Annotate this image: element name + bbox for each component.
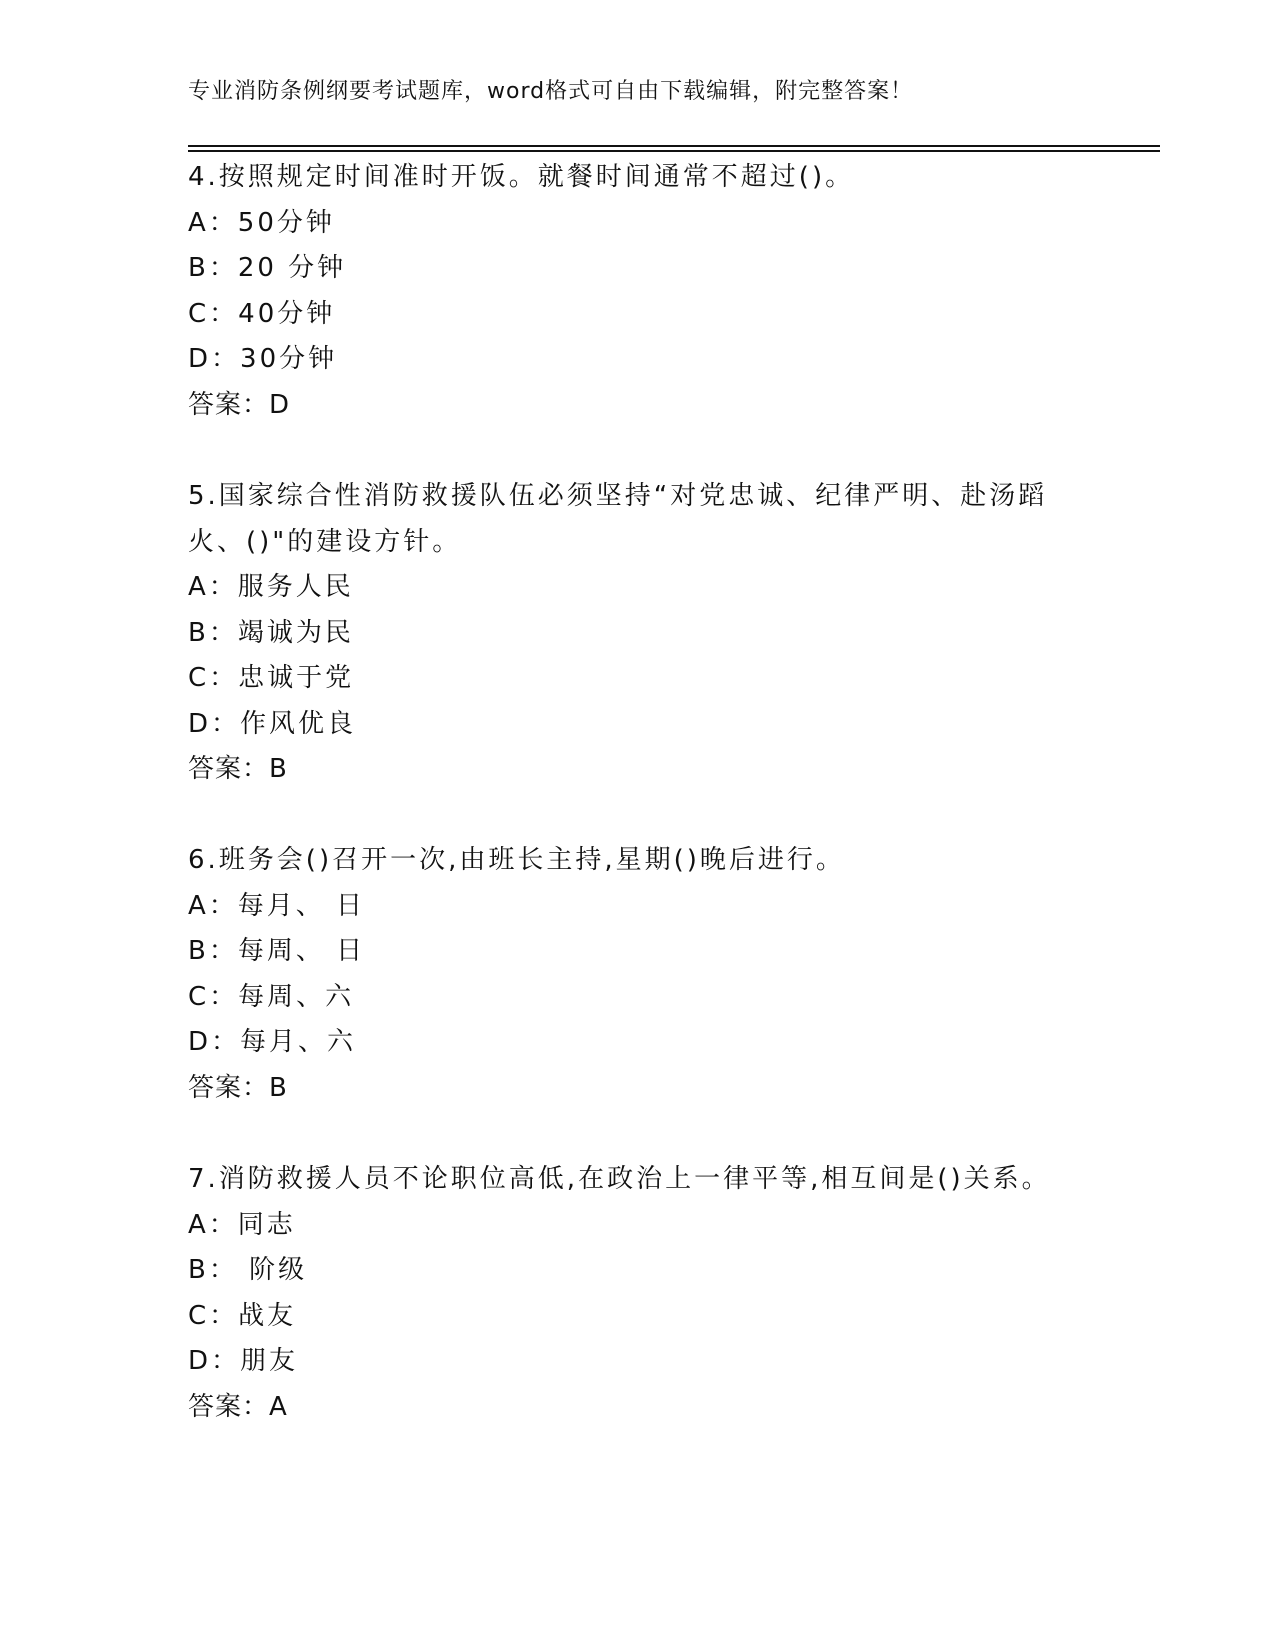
question-block [188, 155, 1088, 428]
option-d: D：30分钟 [188, 344, 338, 374]
answer-line: 答案：A [188, 1391, 288, 1422]
question-block [188, 474, 1088, 793]
option-d: D：朋友 [188, 1346, 299, 1376]
answer-line: 答案：B [188, 754, 288, 784]
option-a: A：服务人民 [188, 572, 354, 602]
option-a: A：50分钟 [188, 207, 335, 238]
option-c: C：40分钟 [188, 298, 336, 329]
option-c: C：战友 [188, 1300, 297, 1331]
page-header: 专业消防条例纲要考试题库，word格式可自由下载编辑，附完整答案！ [188, 79, 914, 104]
question-stem: 6.班务会()召开一次,由班长主持,星期()晚后进行。 [188, 845, 845, 875]
answer-line: 答案：B [188, 1072, 288, 1103]
option-a: A：每月、 日 [188, 890, 366, 921]
header-divider-double [188, 150, 1160, 152]
option-c: C：忠诚于党 [188, 663, 355, 693]
option-c: C：每周、六 [188, 981, 355, 1012]
option-d: D：每月、六 [188, 1027, 357, 1057]
question-stem: 7.消防救援人员不论职位高低,在政治上一律平等,相互间是()关系。 [188, 1164, 1051, 1194]
answer-line: 答案：D [188, 389, 291, 420]
option-b: B：20 分钟 [188, 253, 347, 283]
option-b: B： 阶级 [188, 1255, 308, 1285]
header-divider [188, 145, 1160, 147]
question-block [188, 1157, 1088, 1430]
question-block [188, 838, 1088, 1111]
question-stem: 5.国家综合性消防救援队伍必须坚持“对党忠诚、纪律严明、赴汤蹈 [188, 481, 1048, 511]
option-d: D：作风优良 [188, 708, 357, 739]
option-b: B：每周、 日 [188, 936, 366, 966]
question-stem: 4.按照规定时间准时开饭。就餐时间通常不超过()。 [188, 162, 855, 192]
question-stem-continued: 火、()"的建设方针。 [188, 526, 462, 557]
option-a: A：同志 [188, 1209, 296, 1240]
option-b: B：竭诚为民 [188, 617, 354, 648]
